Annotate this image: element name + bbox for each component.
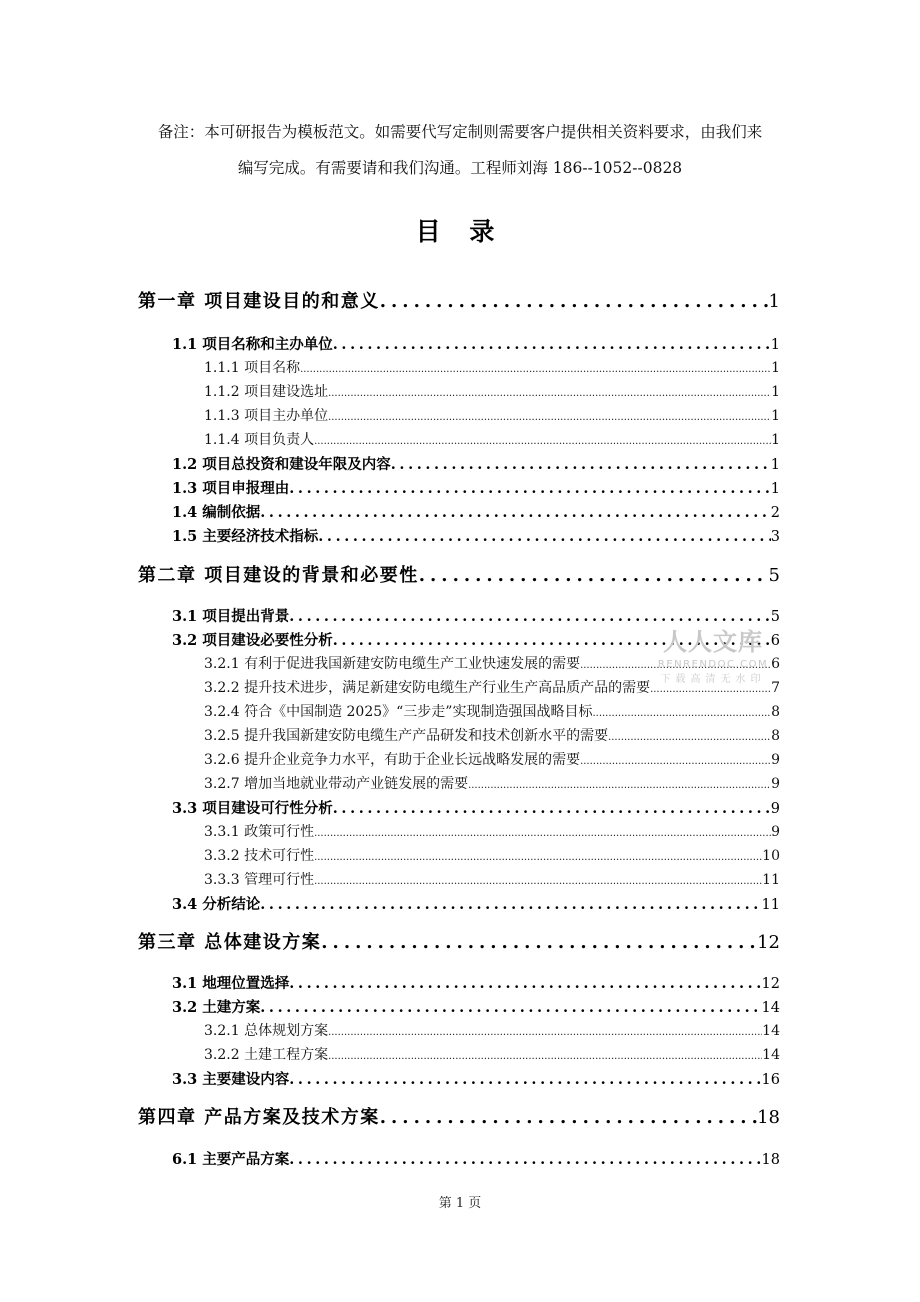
toc-section-entry[interactable]: [172, 996, 780, 1017]
toc-entry-page-number: 3: [770, 529, 780, 545]
toc-subsection-entry[interactable]: [204, 725, 780, 745]
toc-leader-dots: [608, 732, 771, 743]
toc-chapter-entry[interactable]: [138, 561, 780, 587]
toc-entry-page-number: 9: [770, 801, 780, 817]
toc-leader-dots: [580, 756, 771, 767]
toc-subsection-entry[interactable]: [204, 701, 780, 721]
toc-leader-dots: [328, 388, 771, 399]
toc-entry-page-number: 2: [770, 505, 780, 521]
toc-entry-page-number: 1: [770, 481, 780, 497]
toc-leader-dots: [314, 828, 771, 839]
toc-chapter-entry[interactable]: [138, 287, 780, 313]
toc-entry-label: 3.2.1 总体规划方案: [204, 1023, 329, 1039]
toc-leader-dots: [328, 1051, 762, 1062]
toc-entry-page-number: 14: [761, 1000, 780, 1016]
toc-leader-dots: [260, 999, 761, 1016]
toc-leader-dots: [260, 896, 761, 913]
toc-entry-label: 3.2.4 符合《中国制造 2025》“三步走”实现制造强国战略目标: [204, 704, 593, 720]
toc-section-entry[interactable]: [172, 453, 780, 474]
toc-leader-dots: [468, 780, 771, 791]
watermark-tagline: 下载高清无水印: [660, 674, 766, 685]
toc-entry-page-number: 1: [771, 432, 780, 448]
toc-subsection-entry[interactable]: [204, 1020, 780, 1040]
toc-entry-page-number: 16: [761, 1072, 780, 1088]
toc-entry-page-number: 9: [771, 776, 780, 792]
toc-entry-page-number: 5: [770, 609, 780, 625]
toc-section-entry[interactable]: [172, 893, 780, 914]
toc-entry-label: 第三章 总体建设方案: [138, 932, 322, 953]
toc-entry-label: 3.3 项目建设可行性分析: [172, 800, 333, 817]
toc-leader-dots: [380, 291, 769, 312]
toc-entry-label: 1.5 主要经济技术指标: [172, 528, 319, 545]
toc-entry-page-number: 7: [771, 680, 780, 696]
toc-entry-label: 1.1 项目名称和主办单位: [172, 336, 333, 353]
toc-section-entry[interactable]: [172, 797, 780, 818]
toc-subsection-entry[interactable]: [204, 749, 780, 769]
toc-entry-page-number: 1: [770, 457, 780, 473]
toc-entry-page-number: 6: [770, 633, 780, 649]
toc-entry-label: 1.3 项目申报理由: [172, 480, 290, 497]
toc-entry-label: 3.2.6 提升企业竞争力水平，有助于企业长远战略发展的需要: [204, 752, 581, 768]
toc-entry-label: 3.2 土建方案: [172, 999, 261, 1016]
toc-entry-page-number: 8: [771, 728, 780, 744]
toc-leader-dots: [314, 436, 771, 447]
toc-leader-dots: [314, 852, 762, 863]
toc-entry-page-number: 12: [757, 932, 780, 953]
watermark-main-text: 人人文库: [663, 628, 763, 656]
toc-entry-label: 1.2 项目总投资和建设年限及内容: [172, 456, 391, 473]
toc-entry-label: 3.3 主要建设内容: [172, 1071, 290, 1088]
toc-entry-page-number: 18: [761, 1152, 780, 1168]
toc-leader-dots: [260, 504, 770, 521]
toc-leader-dots: [289, 975, 761, 992]
toc-leader-dots: [289, 1071, 761, 1088]
toc-entry-page-number: 1: [771, 408, 780, 424]
toc-section-entry[interactable]: [172, 972, 780, 993]
toc-chapter-entry[interactable]: [138, 1103, 780, 1129]
toc-section-entry[interactable]: [172, 1068, 780, 1089]
toc-entry-label: 1.1.1 项目名称: [204, 360, 301, 376]
toc-subsection-entry[interactable]: [204, 869, 780, 889]
toc-entry-label: 1.1.2 项目建设选址: [204, 384, 329, 400]
toc-entry-page-number: 12: [761, 976, 780, 992]
toc-entry-label: 3.1 地理位置选择: [172, 975, 290, 992]
toc-leader-dots: [300, 364, 771, 375]
toc-entry-page-number: 1: [771, 360, 780, 376]
toc-entry-label: 第二章 项目建设的背景和必要性: [138, 565, 419, 586]
toc-chapter-entry[interactable]: [138, 928, 780, 954]
template-note-line-2: 编写完成。有需要请和我们沟通。工程师刘海 186--1052--0828: [237, 159, 683, 177]
toc-entry-label: 3.2.7 增加当地就业带动产业链发展的需要: [204, 776, 469, 792]
toc-entry-label: 3.2.2 提升技术进步，满足新建安防电缆生产行业生产高品质产品的需要: [204, 680, 651, 696]
toc-entry-label: 1.1.3 项目主办单位: [204, 408, 329, 424]
toc-leader-dots: [380, 1107, 757, 1128]
toc-entry-label: 3.2.1 有利于促进我国新建安防电缆生产工业快速发展的需要: [204, 656, 581, 672]
toc-subsection-entry[interactable]: [204, 845, 780, 865]
toc-entry-label: 3.3.3 管理可行性: [204, 872, 315, 888]
toc-entry-label: 3.4 分析结论: [172, 896, 261, 913]
toc-title: 目 录: [415, 217, 505, 246]
toc-entry-label: 第四章 产品方案及技术方案: [138, 1107, 380, 1128]
toc-entry-label: 1.4 编制依据: [172, 504, 261, 521]
toc-subsection-entry[interactable]: [204, 821, 780, 841]
toc-entry-page-number: 11: [762, 872, 780, 888]
toc-entry-page-number: 11: [761, 897, 780, 913]
toc-section-entry[interactable]: [172, 333, 780, 354]
toc-entry-label: 3.3.2 技术可行性: [204, 848, 315, 864]
toc-section-entry[interactable]: [172, 477, 780, 498]
toc-entry-page-number: 1: [768, 291, 780, 312]
toc-entry-page-number: 1: [771, 384, 780, 400]
toc-section-entry[interactable]: [172, 525, 780, 546]
toc-leader-dots: [314, 876, 762, 887]
template-note-line-1: 备注：本可研报告为模板范文。如需要代写定制则需要客户提供相关资料要求，由我们来: [157, 123, 763, 141]
toc-leader-dots: [289, 480, 770, 497]
toc-subsection-entry[interactable]: [204, 381, 780, 401]
toc-entry-page-number: 5: [768, 565, 780, 586]
toc-leader-dots: [333, 800, 771, 817]
toc-entry-page-number: 8: [771, 704, 780, 720]
toc-subsection-entry[interactable]: [204, 405, 780, 425]
toc-entry-label: 6.1 主要产品方案: [172, 1151, 290, 1168]
toc-leader-dots: [321, 932, 757, 953]
toc-subsection-entry[interactable]: [204, 357, 780, 377]
toc-entry-page-number: 14: [762, 1047, 780, 1063]
toc-section-entry[interactable]: [172, 1148, 780, 1169]
page-number-footer: 第 1 页: [438, 1196, 482, 1211]
toc-entry-label: 第一章 项目建设目的和意义: [138, 291, 380, 312]
toc-entry-label: 3.2.5 提升我国新建安防电缆生产产品研发和技术创新水平的需要: [204, 728, 609, 744]
toc-leader-dots: [592, 708, 771, 719]
toc-entry-page-number: 6: [771, 656, 780, 672]
toc-subsection-entry[interactable]: [204, 1044, 780, 1064]
toc-entry-label: 1.1.4 项目负责人: [204, 432, 315, 448]
toc-subsection-entry[interactable]: [204, 429, 780, 449]
toc-entry-page-number: 9: [771, 824, 780, 840]
toc-entry-page-number: 18: [757, 1107, 780, 1128]
toc-leader-dots: [391, 456, 771, 473]
toc-entry-page-number: 10: [762, 848, 780, 864]
toc-leader-dots: [333, 336, 771, 353]
watermark-logo: [648, 622, 778, 685]
toc-leader-dots: [318, 528, 770, 545]
toc-entry-label: 3.2.2 土建工程方案: [204, 1047, 329, 1063]
toc-leader-dots: [650, 684, 771, 695]
watermark-url: RENRENDOC.COM: [657, 659, 769, 670]
toc-leader-dots: [419, 565, 769, 586]
toc-entry-label: 3.2 项目建设必要性分析: [172, 632, 333, 649]
toc-subsection-entry[interactable]: [204, 773, 780, 793]
toc-leader-dots: [328, 1027, 762, 1038]
toc-entry-label: 3.1 项目提出背景: [172, 608, 290, 625]
toc-entry-label: 3.3.1 政策可行性: [204, 824, 315, 840]
toc-entry-page-number: 1: [770, 337, 780, 353]
toc-leader-dots: [328, 412, 771, 423]
toc-section-entry[interactable]: [172, 501, 780, 522]
toc-leader-dots: [289, 1151, 761, 1168]
toc-entry-page-number: 9: [771, 752, 780, 768]
toc-entry-page-number: 14: [762, 1023, 780, 1039]
